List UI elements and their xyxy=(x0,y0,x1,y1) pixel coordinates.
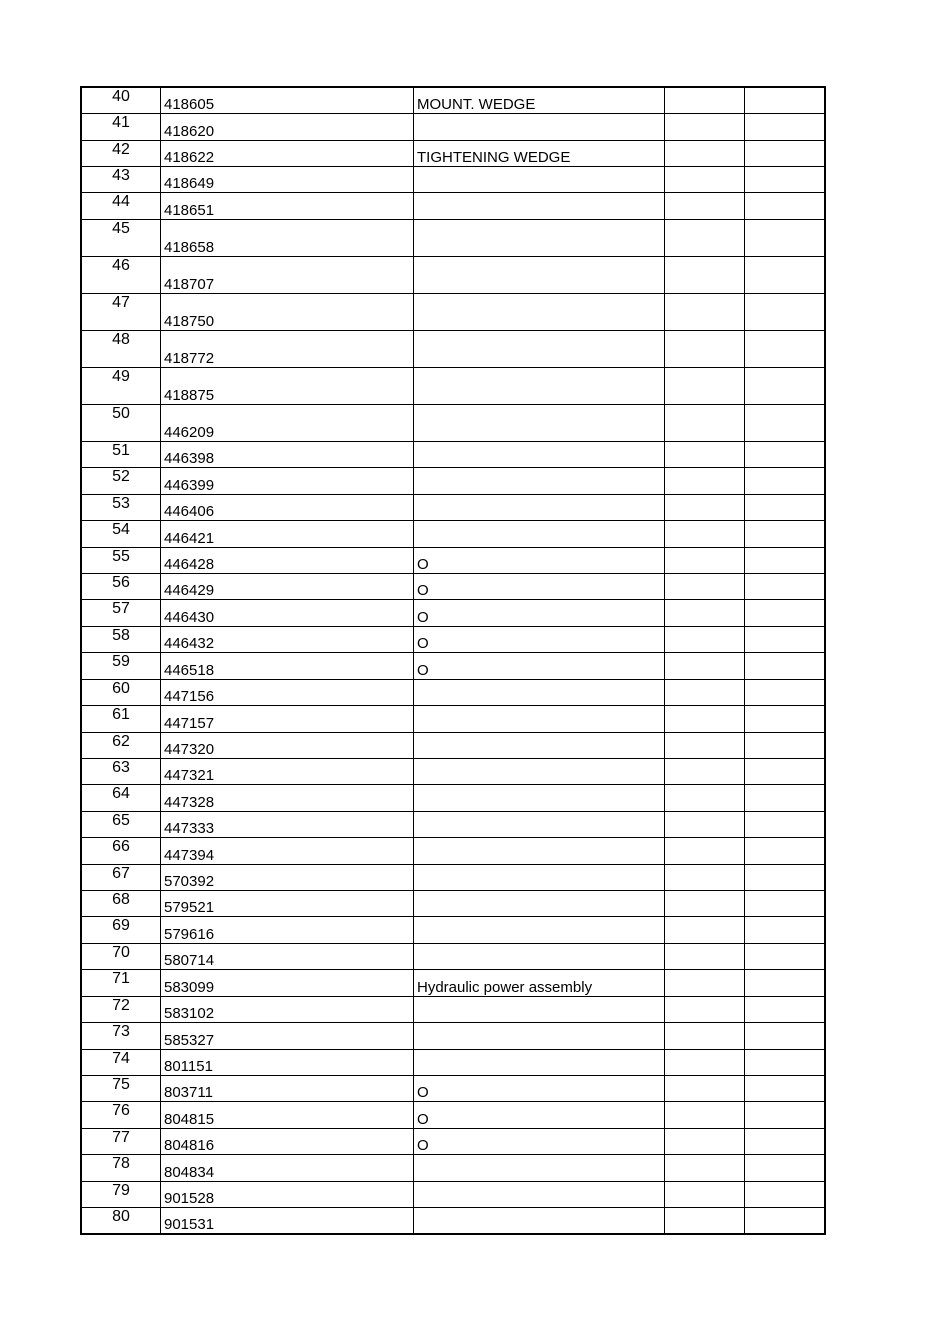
description-cell xyxy=(414,1181,665,1207)
empty-cell-1 xyxy=(665,784,745,811)
empty-cell-2 xyxy=(745,293,826,330)
description-cell xyxy=(414,811,665,837)
empty-cell-1 xyxy=(665,219,745,256)
table-row xyxy=(81,1181,825,1207)
empty-cell-2 xyxy=(745,890,826,916)
description-cell: O xyxy=(414,1101,665,1128)
empty-cell-2 xyxy=(745,784,826,811)
empty-cell-1 xyxy=(665,1075,745,1101)
empty-cell-1 xyxy=(665,732,745,758)
empty-cell-2 xyxy=(745,330,826,367)
description-cell xyxy=(414,837,665,864)
empty-cell-1 xyxy=(665,943,745,969)
table-row xyxy=(81,1022,825,1049)
empty-cell-2 xyxy=(745,732,826,758)
empty-cell-1 xyxy=(665,256,745,293)
row-number-cell: 78 xyxy=(81,1154,161,1181)
description-cell xyxy=(414,467,665,494)
table-row xyxy=(81,494,825,520)
part-number-cell: 804816 xyxy=(161,1128,414,1154)
description-cell xyxy=(414,705,665,732)
part-number-cell: 580714 xyxy=(161,943,414,969)
part-number-cell: 801151 xyxy=(161,1049,414,1075)
empty-cell-2 xyxy=(745,758,826,784)
description-cell xyxy=(414,256,665,293)
description-cell xyxy=(414,732,665,758)
empty-cell-1 xyxy=(665,626,745,652)
part-number-cell: 418651 xyxy=(161,192,414,219)
empty-cell-1 xyxy=(665,679,745,705)
description-cell xyxy=(414,494,665,520)
empty-cell-1 xyxy=(665,996,745,1022)
empty-cell-2 xyxy=(745,573,826,599)
row-number-cell: 40 xyxy=(81,87,161,113)
empty-cell-1 xyxy=(665,87,745,113)
description-cell: O xyxy=(414,626,665,652)
empty-cell-1 xyxy=(665,1128,745,1154)
row-number-cell: 63 xyxy=(81,758,161,784)
table-row xyxy=(81,1101,825,1128)
empty-cell-1 xyxy=(665,969,745,996)
table-row xyxy=(81,1154,825,1181)
empty-cell-1 xyxy=(665,758,745,784)
empty-cell-2 xyxy=(745,140,826,166)
empty-cell-2 xyxy=(745,1049,826,1075)
part-number-cell: 418750 xyxy=(161,293,414,330)
description-cell xyxy=(414,520,665,547)
empty-cell-2 xyxy=(745,1154,826,1181)
part-number-cell: 418622 xyxy=(161,140,414,166)
table-row xyxy=(81,864,825,890)
part-number-cell: 446518 xyxy=(161,652,414,679)
part-number-cell: 446428 xyxy=(161,547,414,573)
empty-cell-2 xyxy=(745,1022,826,1049)
empty-cell-2 xyxy=(745,404,826,441)
row-number-cell: 73 xyxy=(81,1022,161,1049)
empty-cell-2 xyxy=(745,599,826,626)
part-number-cell: 447320 xyxy=(161,732,414,758)
parts-table-body xyxy=(81,87,825,1234)
empty-cell-2 xyxy=(745,192,826,219)
description-cell xyxy=(414,1207,665,1234)
description-cell xyxy=(414,113,665,140)
empty-cell-1 xyxy=(665,166,745,192)
table-row xyxy=(81,916,825,943)
description-cell xyxy=(414,943,665,969)
row-number-cell: 43 xyxy=(81,166,161,192)
empty-cell-1 xyxy=(665,573,745,599)
part-number-cell: 418620 xyxy=(161,113,414,140)
row-number-cell: 54 xyxy=(81,520,161,547)
empty-cell-2 xyxy=(745,1075,826,1101)
table-row xyxy=(81,219,825,256)
description-cell xyxy=(414,330,665,367)
description-cell xyxy=(414,1154,665,1181)
table-row xyxy=(81,784,825,811)
row-number-cell: 60 xyxy=(81,679,161,705)
description-cell xyxy=(414,679,665,705)
empty-cell-2 xyxy=(745,705,826,732)
part-number-cell: 583099 xyxy=(161,969,414,996)
row-number-cell: 66 xyxy=(81,837,161,864)
part-number-cell: 804815 xyxy=(161,1101,414,1128)
part-number-cell: 579616 xyxy=(161,916,414,943)
row-number-cell: 53 xyxy=(81,494,161,520)
part-number-cell: 447156 xyxy=(161,679,414,705)
part-number-cell: 804834 xyxy=(161,1154,414,1181)
table-row xyxy=(81,732,825,758)
part-number-cell: 418707 xyxy=(161,256,414,293)
empty-cell-2 xyxy=(745,87,826,113)
row-number-cell: 62 xyxy=(81,732,161,758)
empty-cell-1 xyxy=(665,705,745,732)
row-number-cell: 72 xyxy=(81,996,161,1022)
part-number-cell: 446406 xyxy=(161,494,414,520)
empty-cell-1 xyxy=(665,367,745,404)
empty-cell-2 xyxy=(745,113,826,140)
empty-cell-1 xyxy=(665,293,745,330)
description-cell: O xyxy=(414,652,665,679)
table-row xyxy=(81,679,825,705)
empty-cell-2 xyxy=(745,441,826,467)
part-number-cell: 418658 xyxy=(161,219,414,256)
table-row xyxy=(81,837,825,864)
table-row xyxy=(81,367,825,404)
part-number-cell: 447157 xyxy=(161,705,414,732)
empty-cell-2 xyxy=(745,166,826,192)
table-row xyxy=(81,192,825,219)
description-cell xyxy=(414,219,665,256)
empty-cell-2 xyxy=(745,1181,826,1207)
table-row xyxy=(81,330,825,367)
table-row xyxy=(81,1049,825,1075)
part-number-cell: 447333 xyxy=(161,811,414,837)
part-number-cell: 418649 xyxy=(161,166,414,192)
part-number-cell: 901528 xyxy=(161,1181,414,1207)
empty-cell-2 xyxy=(745,652,826,679)
description-cell xyxy=(414,192,665,219)
empty-cell-1 xyxy=(665,916,745,943)
table-row xyxy=(81,705,825,732)
part-number-cell: 446421 xyxy=(161,520,414,547)
row-number-cell: 51 xyxy=(81,441,161,467)
part-number-cell: 418875 xyxy=(161,367,414,404)
table-row xyxy=(81,547,825,573)
empty-cell-1 xyxy=(665,1154,745,1181)
description-cell xyxy=(414,404,665,441)
row-number-cell: 44 xyxy=(81,192,161,219)
part-number-cell: 901531 xyxy=(161,1207,414,1234)
empty-cell-2 xyxy=(745,626,826,652)
part-number-cell: 447328 xyxy=(161,784,414,811)
empty-cell-1 xyxy=(665,1022,745,1049)
empty-cell-2 xyxy=(745,219,826,256)
part-number-cell: 585327 xyxy=(161,1022,414,1049)
table-row xyxy=(81,166,825,192)
empty-cell-1 xyxy=(665,1181,745,1207)
row-number-cell: 75 xyxy=(81,1075,161,1101)
part-number-cell: 446209 xyxy=(161,404,414,441)
description-cell: MOUNT. WEDGE xyxy=(414,87,665,113)
row-number-cell: 59 xyxy=(81,652,161,679)
table-row xyxy=(81,113,825,140)
description-cell xyxy=(414,441,665,467)
empty-cell-2 xyxy=(745,916,826,943)
row-number-cell: 45 xyxy=(81,219,161,256)
description-cell xyxy=(414,1049,665,1075)
part-number-cell: 447394 xyxy=(161,837,414,864)
part-number-cell: 583102 xyxy=(161,996,414,1022)
empty-cell-1 xyxy=(665,811,745,837)
empty-cell-2 xyxy=(745,996,826,1022)
part-number-cell: 447321 xyxy=(161,758,414,784)
part-number-cell: 579521 xyxy=(161,890,414,916)
table-row xyxy=(81,626,825,652)
table-row xyxy=(81,652,825,679)
description-cell: O xyxy=(414,599,665,626)
description-cell xyxy=(414,864,665,890)
row-number-cell: 71 xyxy=(81,969,161,996)
row-number-cell: 80 xyxy=(81,1207,161,1234)
empty-cell-2 xyxy=(745,367,826,404)
empty-cell-2 xyxy=(745,943,826,969)
part-number-cell: 803711 xyxy=(161,1075,414,1101)
row-number-cell: 65 xyxy=(81,811,161,837)
table-row xyxy=(81,1128,825,1154)
empty-cell-1 xyxy=(665,547,745,573)
empty-cell-2 xyxy=(745,520,826,547)
row-number-cell: 49 xyxy=(81,367,161,404)
row-number-cell: 77 xyxy=(81,1128,161,1154)
part-number-cell: 446429 xyxy=(161,573,414,599)
row-number-cell: 68 xyxy=(81,890,161,916)
empty-cell-1 xyxy=(665,1101,745,1128)
row-number-cell: 48 xyxy=(81,330,161,367)
description-cell xyxy=(414,890,665,916)
row-number-cell: 55 xyxy=(81,547,161,573)
empty-cell-2 xyxy=(745,1207,826,1234)
row-number-cell: 41 xyxy=(81,113,161,140)
description-cell xyxy=(414,367,665,404)
empty-cell-1 xyxy=(665,467,745,494)
empty-cell-2 xyxy=(745,1128,826,1154)
empty-cell-1 xyxy=(665,494,745,520)
description-cell xyxy=(414,784,665,811)
row-number-cell: 74 xyxy=(81,1049,161,1075)
empty-cell-1 xyxy=(665,652,745,679)
table-row xyxy=(81,256,825,293)
table-row xyxy=(81,573,825,599)
table-row xyxy=(81,811,825,837)
table-row xyxy=(81,599,825,626)
description-cell: O xyxy=(414,1128,665,1154)
empty-cell-1 xyxy=(665,1049,745,1075)
description-cell: O xyxy=(414,1075,665,1101)
empty-cell-2 xyxy=(745,547,826,573)
empty-cell-1 xyxy=(665,864,745,890)
table-row xyxy=(81,890,825,916)
row-number-cell: 52 xyxy=(81,467,161,494)
row-number-cell: 70 xyxy=(81,943,161,969)
row-number-cell: 79 xyxy=(81,1181,161,1207)
part-number-cell: 446430 xyxy=(161,599,414,626)
row-number-cell: 58 xyxy=(81,626,161,652)
empty-cell-1 xyxy=(665,599,745,626)
table-row xyxy=(81,293,825,330)
row-number-cell: 76 xyxy=(81,1101,161,1128)
empty-cell-2 xyxy=(745,969,826,996)
row-number-cell: 42 xyxy=(81,140,161,166)
description-cell: TIGHTENING WEDGE xyxy=(414,140,665,166)
empty-cell-1 xyxy=(665,520,745,547)
part-number-cell: 446432 xyxy=(161,626,414,652)
empty-cell-2 xyxy=(745,256,826,293)
description-cell: O xyxy=(414,547,665,573)
table-row xyxy=(81,441,825,467)
row-number-cell: 47 xyxy=(81,293,161,330)
table-row xyxy=(81,404,825,441)
empty-cell-1 xyxy=(665,890,745,916)
empty-cell-2 xyxy=(745,494,826,520)
part-number-cell: 418772 xyxy=(161,330,414,367)
row-number-cell: 64 xyxy=(81,784,161,811)
row-number-cell: 46 xyxy=(81,256,161,293)
table-row xyxy=(81,996,825,1022)
table-row xyxy=(81,1207,825,1234)
row-number-cell: 69 xyxy=(81,916,161,943)
description-cell xyxy=(414,1022,665,1049)
empty-cell-1 xyxy=(665,113,745,140)
empty-cell-1 xyxy=(665,140,745,166)
row-number-cell: 56 xyxy=(81,573,161,599)
empty-cell-2 xyxy=(745,864,826,890)
empty-cell-2 xyxy=(745,837,826,864)
row-number-cell: 50 xyxy=(81,404,161,441)
description-cell xyxy=(414,916,665,943)
empty-cell-2 xyxy=(745,679,826,705)
empty-cell-2 xyxy=(745,1101,826,1128)
description-cell: O xyxy=(414,573,665,599)
table-row xyxy=(81,943,825,969)
empty-cell-1 xyxy=(665,1207,745,1234)
table-row xyxy=(81,520,825,547)
table-row xyxy=(81,467,825,494)
row-number-cell: 57 xyxy=(81,599,161,626)
description-cell xyxy=(414,758,665,784)
part-number-cell: 446398 xyxy=(161,441,414,467)
table-row xyxy=(81,87,825,113)
empty-cell-1 xyxy=(665,404,745,441)
parts-table xyxy=(80,86,826,1235)
row-number-cell: 67 xyxy=(81,864,161,890)
part-number-cell: 446399 xyxy=(161,467,414,494)
row-number-cell: 61 xyxy=(81,705,161,732)
empty-cell-1 xyxy=(665,837,745,864)
table-row xyxy=(81,969,825,996)
empty-cell-1 xyxy=(665,330,745,367)
description-cell xyxy=(414,293,665,330)
empty-cell-2 xyxy=(745,811,826,837)
empty-cell-1 xyxy=(665,192,745,219)
description-cell xyxy=(414,166,665,192)
table-row xyxy=(81,140,825,166)
description-cell: Hydraulic power assembly xyxy=(414,969,665,996)
empty-cell-2 xyxy=(745,467,826,494)
table-row xyxy=(81,1075,825,1101)
table-row xyxy=(81,758,825,784)
description-cell xyxy=(414,996,665,1022)
empty-cell-1 xyxy=(665,441,745,467)
part-number-cell: 418605 xyxy=(161,87,414,113)
part-number-cell: 570392 xyxy=(161,864,414,890)
